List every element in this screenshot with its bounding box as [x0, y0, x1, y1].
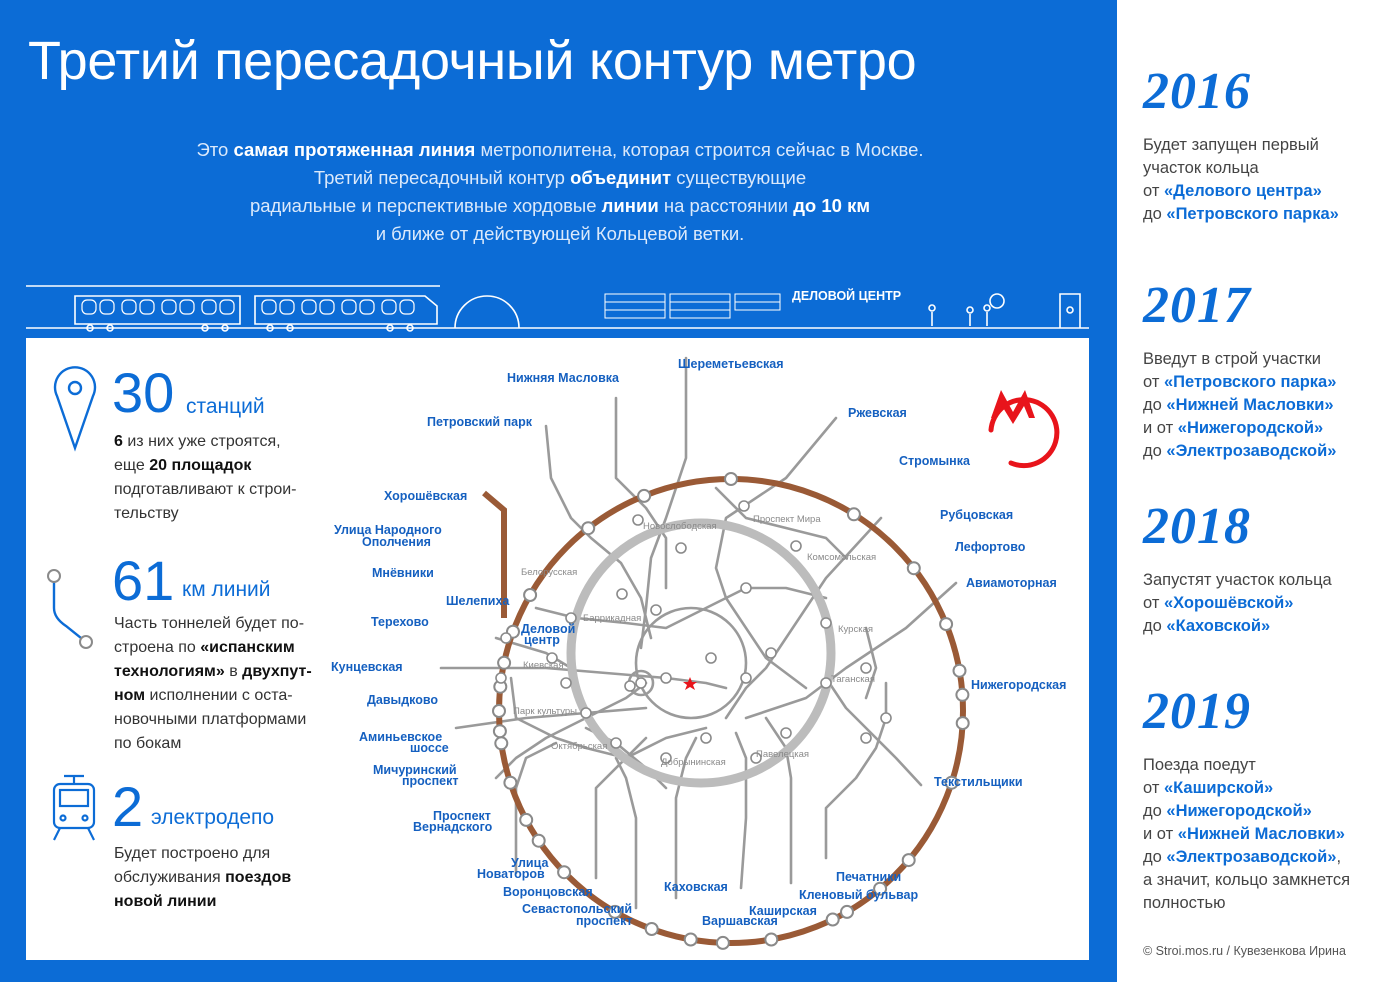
- timeline-line: [1143, 203, 1339, 226]
- timeline-station: «Нижней Масловки»: [1177, 825, 1345, 843]
- desc-bold: поездов: [225, 869, 292, 886]
- desc-text: обслуживания: [114, 869, 226, 886]
- station-label: проспект: [576, 914, 633, 928]
- station-label: Шелепиха: [446, 594, 510, 608]
- timeline-text: ,: [1336, 848, 1342, 866]
- timeline-line: Запустят участок кольца: [1143, 571, 1332, 589]
- ring-station-marker: [848, 508, 860, 520]
- timeline-station: «Петровского парка»: [1163, 373, 1337, 391]
- inner-station-label: Октябрьская: [551, 741, 608, 752]
- ring-station-marker: [954, 665, 966, 677]
- interchange-marker: [881, 713, 891, 723]
- timeline-description: [1143, 134, 1339, 226]
- timeline-text: до: [1143, 802, 1167, 820]
- stat-km-number: 61: [112, 549, 175, 612]
- desc-text: тельству: [114, 505, 179, 522]
- station-label: Ржевская: [848, 406, 907, 420]
- timeline-text: до: [1143, 848, 1167, 866]
- timeline-line: Будет запущен первый: [1143, 136, 1319, 154]
- desc-bold: 6: [114, 433, 123, 450]
- timeline-line: [1143, 823, 1350, 846]
- interchange-marker: [611, 738, 621, 748]
- timeline-text: от: [1143, 373, 1164, 391]
- station-label: Давыдково: [367, 693, 439, 707]
- intro-text-part: и ближе от действующей Кольцевой ветки.: [375, 223, 745, 244]
- desc-text: строена по: [114, 639, 201, 656]
- timeline-line: [1143, 394, 1336, 417]
- interchange-marker: [496, 673, 506, 683]
- timeline-station: «Петровского парка»: [1166, 205, 1339, 223]
- desc-text: еще: [114, 457, 150, 474]
- station-label: Кленовый бульвар: [799, 888, 919, 902]
- station-label: Новаторов: [477, 867, 545, 881]
- credit: © Stroi.mos.ru / Кувезенкова Ирина: [1143, 944, 1346, 958]
- station-label: Ополчения: [362, 535, 431, 549]
- metro-map: [26, 338, 1089, 960]
- timeline-station: «Каховской»: [1166, 617, 1271, 635]
- interchange-marker: [651, 605, 661, 615]
- timeline-line: [1143, 592, 1332, 615]
- timeline-station: «Нижегородской»: [1177, 419, 1324, 437]
- timeline-station: «Электрозаводской»: [1166, 848, 1337, 866]
- station-label: Улица: [511, 856, 549, 870]
- page-title: Третий пересадочный контур метро: [28, 31, 917, 91]
- ring-station-marker: [498, 657, 510, 669]
- intro-bold: самая протяженная линия: [233, 139, 476, 160]
- intro-text-part: Третий пересадочный контур: [313, 167, 571, 188]
- timeline-year: 2017: [1143, 277, 1251, 334]
- timeline-text: до: [1143, 205, 1167, 223]
- interchange-marker: [821, 618, 831, 628]
- station-label: Улица Народного: [334, 523, 442, 537]
- station-label: центр: [524, 633, 560, 647]
- timeline-station: «Электрозаводской»: [1166, 442, 1337, 460]
- ring-station-marker: [533, 835, 545, 847]
- train-illustration: [0, 274, 1117, 344]
- ring-station-marker: [827, 914, 839, 926]
- timeline-line: [1143, 846, 1350, 869]
- ring-station-marker: [558, 866, 570, 878]
- interchange-marker: [706, 653, 716, 663]
- station-label: Проспект: [433, 809, 491, 823]
- ring-station-marker: [493, 705, 505, 717]
- ring-station-marker: [520, 814, 532, 826]
- desc-bold: 20 площадок: [149, 457, 252, 474]
- station-label: Аминьевское: [359, 730, 443, 744]
- interchange-marker: [741, 673, 751, 683]
- ring-station-marker: [908, 562, 920, 574]
- desc-text: по бокам: [114, 735, 182, 752]
- interchange-marker: [661, 673, 671, 683]
- timeline-line: [1143, 615, 1332, 638]
- intro-text-part: существующие: [671, 167, 807, 188]
- timeline-line: [1143, 777, 1350, 800]
- stat-km-unit: км линий: [182, 578, 271, 601]
- station-label: проспект: [402, 774, 459, 788]
- interchange-marker: [741, 583, 751, 593]
- station-label: Мичуринский: [373, 763, 457, 777]
- ring-station-marker: [582, 522, 594, 534]
- station-label: Шереметьевская: [678, 357, 784, 371]
- station-label: Каховская: [664, 880, 728, 894]
- timeline-text: до: [1143, 396, 1167, 414]
- stat-depot-unit: электродепо: [151, 806, 275, 829]
- interchange-marker: [701, 733, 711, 743]
- ring-station-marker: [524, 589, 536, 601]
- stat-depot-number: 2: [112, 775, 144, 838]
- timeline-line: Поезда поедут: [1143, 756, 1256, 774]
- inner-station-label: Баррикадная: [583, 613, 642, 624]
- station-label: Нижегородская: [971, 678, 1067, 692]
- ring-station-marker: [717, 937, 729, 949]
- timeline-description: [1143, 569, 1332, 638]
- station-label: Вернадского: [413, 820, 493, 834]
- station-label: шоссе: [410, 741, 449, 755]
- inner-station-label: Добрынинская: [661, 757, 726, 768]
- station-label: Печатники: [836, 870, 902, 884]
- timeline-text: до: [1143, 442, 1167, 460]
- timeline-description: [1143, 754, 1350, 915]
- timeline-station: «Делового центра»: [1163, 182, 1322, 200]
- metro-logo-icon: [991, 390, 1057, 466]
- timeline-line: участок кольца: [1143, 159, 1259, 177]
- ring-station-marker: [646, 923, 658, 935]
- desc-text: в: [224, 663, 243, 680]
- map-panel: [26, 338, 1089, 960]
- interchange-marker: [821, 678, 831, 688]
- timeline-line: Введут в строй участки: [1143, 350, 1321, 368]
- timeline-station: «Каширской»: [1163, 779, 1274, 797]
- station-label: Каширская: [749, 904, 817, 918]
- timeline-line: [1143, 440, 1336, 463]
- desc-text: новочными платформами: [114, 711, 307, 728]
- intro-bold: до 10 км: [793, 195, 871, 216]
- inner-station-label: Киевская: [523, 660, 564, 671]
- inner-station-label: Павелецкая: [756, 749, 810, 760]
- inner-station-label: Новослободская: [643, 521, 717, 532]
- station-label: Варшавская: [702, 914, 778, 928]
- ring-station-marker: [841, 906, 853, 918]
- interchange-marker: [561, 678, 571, 688]
- intro-text: [60, 136, 1060, 248]
- timeline-description: [1143, 348, 1336, 463]
- ring-station-marker: [504, 777, 516, 789]
- inner-station-label: Проспект Мира: [753, 514, 821, 525]
- desc-text: исполнении с оста-: [145, 687, 293, 704]
- timeline-line: [1143, 800, 1350, 823]
- inner-station-label: Курская: [838, 624, 874, 635]
- station-label: Воронцовская: [503, 885, 593, 899]
- station-label: Текстильщики: [934, 775, 1023, 789]
- ring-station-marker: [956, 689, 968, 701]
- timeline-line: полностью: [1143, 894, 1226, 912]
- interchange-marker: [676, 543, 686, 553]
- station-label: Нижняя Масловка: [507, 371, 619, 385]
- timeline-line: [1143, 417, 1336, 440]
- timeline-line: [1143, 180, 1339, 203]
- desc-bold: ном: [114, 687, 146, 704]
- timeline-text: и от: [1143, 419, 1178, 437]
- station-label: Петровский парк: [427, 415, 532, 429]
- station-label: Хорошёвская: [384, 489, 468, 503]
- interchange-marker: [766, 648, 776, 658]
- timeline-text: от: [1143, 594, 1164, 612]
- station-label: Стромынка: [899, 454, 970, 468]
- timeline-station: «Хорошёвской»: [1163, 594, 1294, 612]
- ring-station-marker: [685, 934, 697, 946]
- desc-text: из них уже строятся,: [122, 433, 281, 450]
- ring-station-marker: [725, 473, 737, 485]
- inner-station-label: Белорусская: [521, 567, 578, 578]
- ring-station-marker: [495, 737, 507, 749]
- interchange-marker: [625, 681, 635, 691]
- timeline-text: от: [1143, 182, 1164, 200]
- inner-station-label: Таганская: [831, 674, 875, 685]
- timeline-station: «Нижней Масловки»: [1166, 396, 1334, 414]
- timeline-year: 2016: [1143, 63, 1251, 120]
- interchange-marker: [739, 501, 749, 511]
- station-label: Мнёвники: [372, 566, 434, 580]
- station-label: Рубцовская: [940, 508, 1014, 522]
- stat-stations-number: 30: [112, 361, 175, 424]
- timeline-line: [1143, 371, 1336, 394]
- interchange-marker: [861, 733, 871, 743]
- interchange-marker: [617, 589, 627, 599]
- station-label: Лефортово: [955, 540, 1026, 554]
- desc-bold: новой линии: [114, 893, 217, 910]
- desc-text: подготавливают к строи-: [114, 481, 297, 498]
- intro-bold: объединит: [570, 167, 672, 188]
- stat-stations-unit: станций: [186, 395, 265, 418]
- interchange-marker: [501, 633, 511, 643]
- timeline-text: и от: [1143, 825, 1178, 843]
- interchange-marker: [581, 708, 591, 718]
- interchange-marker: [781, 728, 791, 738]
- timeline-text: от: [1143, 779, 1164, 797]
- desc-bold: технологиям»: [114, 663, 225, 680]
- intro-text-part: на расстоянии: [658, 195, 794, 216]
- ring-station-marker: [903, 854, 915, 866]
- kremlin-star-icon: [683, 677, 697, 690]
- interchange-marker: [636, 678, 646, 688]
- ring-station-marker: [494, 725, 506, 737]
- ring-station-marker: [765, 934, 777, 946]
- station-label: Севастопольский: [522, 902, 633, 916]
- interchange-marker: [861, 663, 871, 673]
- station-label: Деловой: [521, 622, 576, 636]
- koltsevaya-ring: [571, 523, 831, 783]
- desc-text: Будет построено для: [114, 845, 271, 862]
- intro-bold: линии: [601, 195, 659, 216]
- desc-bold: двухпут-: [242, 663, 312, 680]
- intro-text-part: радиальные и перспективные хордовые: [249, 195, 602, 216]
- timeline-station: «Нижегородской»: [1166, 802, 1312, 820]
- ring-station-marker: [638, 490, 650, 502]
- ring-station-marker: [940, 618, 952, 630]
- inner-station-label: Парк культуры: [513, 706, 577, 717]
- timeline-panel: [1117, 0, 1400, 982]
- timeline-year: 2019: [1143, 683, 1251, 740]
- timeline-line: а значит, кольцо замкнется: [1143, 871, 1351, 889]
- station-label: Терехово: [371, 615, 429, 629]
- station-label: Авиамоторная: [966, 576, 1057, 590]
- ring-station-marker: [957, 717, 969, 729]
- timeline-text: до: [1143, 617, 1167, 635]
- desc-bold: «испанским: [200, 639, 295, 656]
- intro-text-part: метрополитена, которая строится сейчас в Москве.: [475, 139, 924, 160]
- interchange-marker: [791, 541, 801, 551]
- inner-station-label: Комсомольская: [807, 552, 877, 563]
- desc-text: Часть тоннелей будет по-: [114, 615, 305, 632]
- timeline-year: 2018: [1143, 498, 1251, 555]
- intro-text-part: Это: [196, 139, 234, 160]
- deco-label: ДЕЛОВОЙ ЦЕНТР: [792, 289, 902, 303]
- interchange-marker: [633, 515, 643, 525]
- station-label: Кунцевская: [331, 660, 403, 674]
